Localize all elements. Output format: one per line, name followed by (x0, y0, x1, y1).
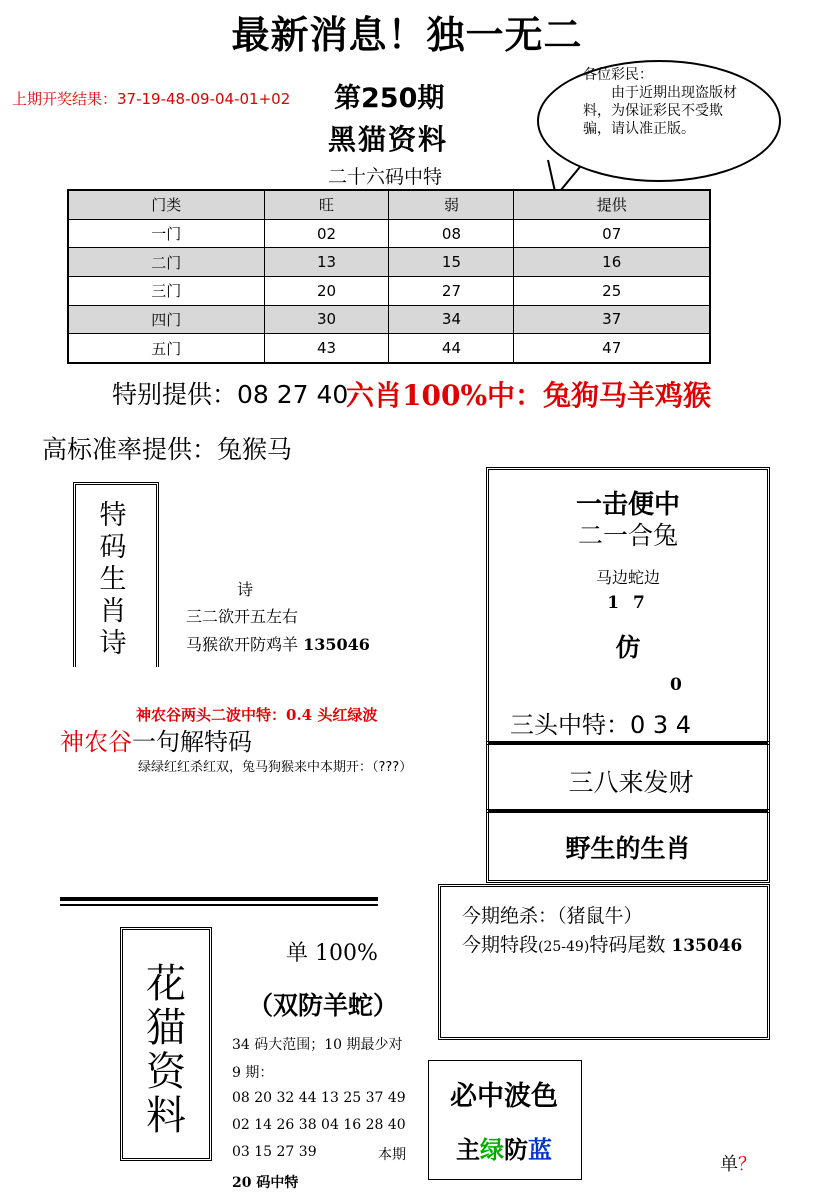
table-header-cell: 提供 (514, 190, 710, 219)
table-cell: 37 (514, 305, 710, 334)
tail-number-value: 135046 (671, 936, 743, 956)
two-one-combo: 二一合兔 (577, 521, 678, 550)
previous-result: 上期开奖结果：37-19-48-09-04-01+02 (12, 90, 291, 108)
vertical-char: 花 (146, 961, 186, 1007)
table-cell: 二门 (68, 248, 264, 277)
poem-line-2-text: 马猴欲开防鸡羊 (186, 635, 304, 654)
poem-line-2-number: 135046 (303, 635, 370, 654)
bubble-notice (583, 66, 743, 138)
poem-heading: 诗 (237, 580, 254, 599)
divider-line-thin (60, 904, 378, 906)
shennong-title-red: 神农谷 (60, 728, 132, 756)
thirty-eight-text: 三八来发财 (568, 768, 694, 797)
poem-line-1: 三二欲开五左右 (186, 607, 299, 626)
bubble-message: 由于近期出现盗版材料，为保证彩民不受欺骗，请认准正版。 (583, 85, 737, 137)
vertical-char: 肖 (99, 596, 127, 627)
zodiac-poem-vertical-title (73, 500, 153, 660)
number-row-1: 08 20 32 44 13 25 37 49 (232, 1090, 406, 1106)
guard-label: 防 (504, 1135, 528, 1164)
one-strike-title: 一击便中 (575, 490, 680, 520)
poem-line-2 (186, 632, 370, 655)
vertical-char: 特 (99, 500, 127, 531)
high-accuracy-pick: 高标准率提供：兔猴马 (42, 435, 293, 464)
twenty-code-special: 20 码中特 (232, 1175, 299, 1191)
table-cell: 三门 (68, 276, 264, 305)
table-row (68, 276, 710, 305)
table-cell: 25 (514, 276, 710, 305)
black-cat-title: 黑猫资料 (328, 123, 449, 156)
single-label: 单 (720, 1154, 738, 1175)
wild-zodiac-text: 野生的生肖 (565, 834, 691, 863)
this-issue-label: 本期 (378, 1147, 406, 1163)
tail-number-label: 特码尾数 (589, 934, 672, 956)
shennong-title (60, 722, 252, 757)
wave-color-pick (428, 1130, 580, 1165)
single-question (720, 1150, 756, 1176)
table-cell: 15 (389, 248, 514, 277)
issue-number: 第250期 (334, 83, 445, 114)
table-row (68, 305, 710, 334)
table-header-cell: 门类 (68, 190, 264, 219)
shennong-two-wave-line: 神农谷两头二波中特：0.4 头红绿波 (136, 706, 378, 724)
table-row (68, 248, 710, 277)
table-cell: 四门 (68, 305, 264, 334)
main-label: 主 (456, 1135, 480, 1164)
table-cell: 13 (264, 248, 389, 277)
kill-line: 今期绝杀：（猪鼠牛） (462, 905, 643, 927)
green-label: 绿 (480, 1135, 504, 1164)
table-cell: 08 (389, 219, 514, 248)
table-cell: 16 (514, 248, 710, 277)
fang-character: 仿 (615, 633, 641, 662)
table-cell: 30 (264, 305, 389, 334)
range-line-2: 9 期： (232, 1065, 274, 1081)
twenty-six-code-subtitle: 二十六码中特 (328, 166, 443, 188)
tail-number-line (462, 930, 742, 957)
shennong-title-rest: 一句解特码 (132, 728, 252, 756)
table-header-cell: 弱 (389, 190, 514, 219)
number-row-3: 03 15 27 39 (232, 1144, 317, 1160)
blue-label: 蓝 (528, 1135, 552, 1164)
range-line-1: 34 码大范围；10 期最少对 (232, 1037, 403, 1053)
side-numbers: 1 7 (607, 593, 649, 613)
table-cell: 47 (514, 334, 710, 363)
bubble-greeting: 各位彩民： (583, 67, 653, 83)
divider-line (60, 897, 378, 901)
special-offer: 特别提供：08 27 40 (112, 380, 349, 409)
table-cell: 44 (389, 334, 514, 363)
vertical-char: 猫 (146, 1005, 186, 1051)
page-title: 最新消息！独一无二 (231, 12, 583, 57)
table-row (68, 334, 710, 363)
table-cell: 20 (264, 276, 389, 305)
number-row-2: 02 14 26 38 04 16 28 40 (232, 1117, 406, 1133)
horse-snake-side: 马边蛇边 (595, 568, 660, 587)
vertical-char: 诗 (99, 628, 127, 659)
table-cell: 07 (514, 219, 710, 248)
table-header-cell: 旺 (264, 190, 389, 219)
special-segment-range: (25-49) (538, 939, 590, 955)
table-row (68, 219, 710, 248)
vertical-char: 资 (146, 1049, 186, 1095)
flower-cat-vertical-title (120, 962, 212, 1138)
double-guard: （双防羊蛇） (248, 991, 399, 1020)
shennong-riddle: 绿绿红红杀红双，兔马狗猴来中本期开：（???） (138, 760, 413, 775)
table-cell: 一门 (68, 219, 264, 248)
table-cell: 27 (389, 276, 514, 305)
wave-color-title: 必中波色 (450, 1081, 558, 1112)
three-head-special: 三头中特：0 3 4 (510, 711, 692, 739)
special-segment-label: 今期特段 (462, 934, 539, 956)
vertical-char: 码 (99, 532, 127, 563)
zero-digit: 0 (670, 675, 682, 695)
six-zodiac-pick: 六肖100%中：兔狗马羊鸡猴 (346, 379, 712, 412)
table-cell: 43 (264, 334, 389, 363)
table-cell: 02 (264, 219, 389, 248)
vertical-char: 料 (146, 1093, 186, 1139)
table-cell: 五门 (68, 334, 264, 363)
single-percent: 单 100% (286, 941, 378, 966)
table-header-row (68, 190, 710, 219)
question-mark: ？ (738, 1154, 756, 1175)
door-table (67, 189, 711, 364)
table-cell: 34 (389, 305, 514, 334)
vertical-char: 生 (99, 564, 127, 595)
